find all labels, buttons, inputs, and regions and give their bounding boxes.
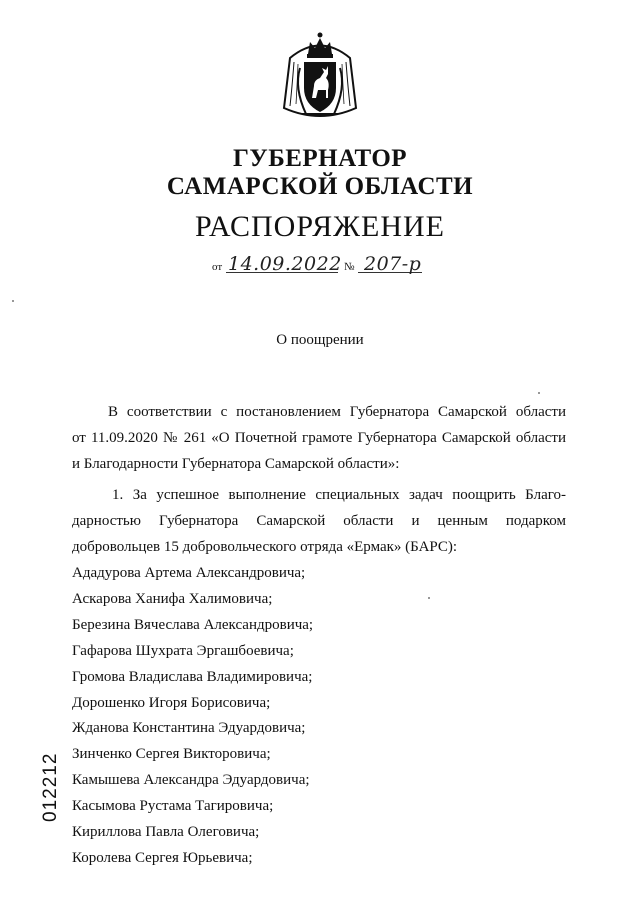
- number-value: 207-р: [364, 253, 422, 275]
- list-item: Касымова Рустама Тагировича;: [72, 798, 274, 815]
- document-subject: О поощрении: [276, 332, 364, 348]
- list-item: Дорошенко Игоря Борисовича;: [72, 694, 271, 711]
- list-item: Аскарова Ханифа Халимовича;: [72, 590, 273, 607]
- list-item: Громова Владислава Владимировича;: [72, 668, 313, 685]
- org-title-line1: ГУБЕРНАТОР: [232, 145, 408, 172]
- scan-speck: [428, 597, 430, 599]
- clause-line: 1. За успешное выполнение специальных задач поощрить Благо-: [112, 487, 566, 503]
- list-item: Ададурова Артема Александровича;: [72, 565, 306, 581]
- list-item: Гафарова Шухрата Эргашбоевича;: [72, 642, 294, 659]
- preamble-paragraph: [72, 399, 566, 477]
- list-item: Березина Вячеслава Александровича;: [72, 616, 314, 633]
- list-item: Жданова Константина Эдуардовича;: [72, 720, 306, 737]
- scan-speck: [12, 300, 14, 302]
- number-label: №: [344, 261, 355, 273]
- serial-number: 012212: [40, 752, 61, 822]
- scan-speck: [538, 392, 540, 394]
- date-number-line: [212, 253, 452, 275]
- clause-line: добровольцев 15 добровольческого отряда «Ермак» (БАРС):: [72, 539, 458, 555]
- document-type: РАСПОРЯЖЕНИЕ: [194, 210, 446, 243]
- clause-1-paragraph: [72, 482, 566, 560]
- date-value: 14.09.2022: [228, 253, 342, 275]
- preamble-line: от 11.09.2020 № 261 «О Почетной грамоте Губернатора Самарской области: [72, 430, 566, 446]
- list-item: Кириллова Павла Олеговича;: [72, 824, 260, 841]
- preamble-line: и Благодарности Губернатора Самарской области»:: [72, 456, 400, 472]
- list-item: Королева Сергея Юрьевича;: [72, 849, 253, 866]
- org-title-line2: САМАРСКОЙ ОБЛАСТИ: [166, 173, 474, 200]
- awardee-list: [72, 561, 313, 872]
- preamble-line: В соответствии с постановлением Губернатора Самарской области: [108, 404, 566, 420]
- list-item: Зинченко Сергея Викторовича;: [72, 746, 271, 763]
- list-item: Камышева Александра Эдуардовича;: [72, 772, 310, 789]
- date-label: от: [212, 261, 223, 273]
- samara-coat-of-arms-icon: [270, 28, 370, 128]
- clause-line: дарностью Губернатора Самарской области и ценным подарком: [72, 513, 566, 529]
